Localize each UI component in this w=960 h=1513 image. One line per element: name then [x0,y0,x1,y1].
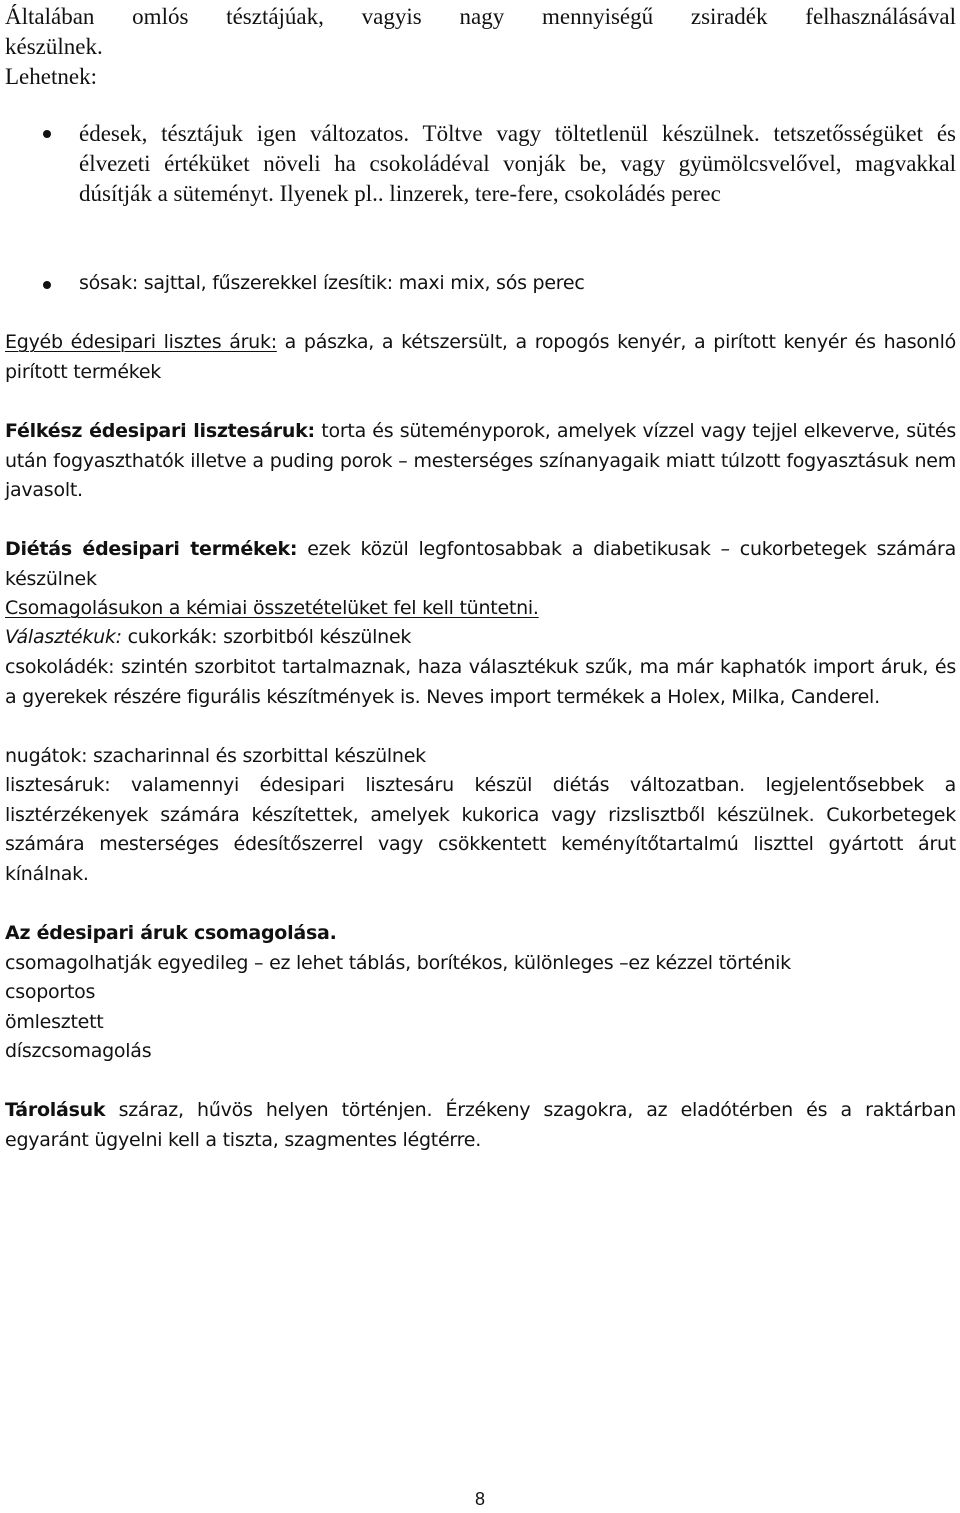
dietas-nougats: nugátok: szacharinnal és szorbittal készülnek [5,745,426,767]
felkesz-text: torta és süteményporok, amelyek vízzel vagy tejjel elkeverve, sütés után fogyaszthatók illetve a puding porok – mesterséges színanyagaik miatt túlzott fogyasztásuk nem javasolt. [5,420,957,501]
packaging-line-2: csoportos [5,981,96,1003]
valasztek-label: Választékuk: [5,626,122,648]
egyeb-label: Egyéb édesipari lisztes áruk: [5,331,277,353]
dietas-label: Diétás édesipari termékek: [5,538,298,560]
packaging-line-4: díszcsomagolás [5,1040,152,1062]
storage-label: Tárolásuk [5,1099,106,1121]
intro-line-3: Lehetnek: [5,64,97,89]
dietas-selection [5,623,956,653]
dietas-chocolates: csokoládék: szintén szorbitot tartalmaznak, haza választékuk szűk, ma már kaphatók import áruk, és a gyerekek részére figurális készítmények is. Neves import termékek a Holex, Milka, Canderel. [5,656,956,708]
felkesz-label: Félkész édesipari lisztesáruk: [5,420,315,442]
bullet-icon [40,127,54,141]
bullet-item-salty: sósak: sajttal, fűszerekkel ízesítik: maxi mix, sós perec [79,272,585,294]
egyeb-text: a pászka, a kétszersült, a ropogós kenyér, a pirított kenyér és hasonló pirított termékek [5,331,956,383]
packaging-line-3: ömlesztett [5,1011,104,1033]
egyeb-paragraph [5,328,956,387]
intro-line-1: Általában omlós tésztájúak, vagyis nagy mennyiségű zsiradék felhasználásával [5,4,956,29]
dietas-flour-products: lisztesáruk: valamennyi édesipari lisztesáru készül diétás változatban. legjelentősebbek a lisztérzékenyek számára készítettek, amelyek kukorica vagy rizslisztből készülnek. Cukorbetegek számára mesterséges édesítőszerrel vagy csökkentett keményítőtartalmú liszttel gyártott árut kínálnak. [5,774,956,885]
felkesz-paragraph [5,417,956,506]
packaging-heading: Az édesipari áruk csomagolása. [5,922,337,944]
dietas-paragraph [5,535,956,594]
bullet-item-sweet: édesek, tésztájuk igen változatos. Töltve vagy töltetlenül készülnek. tetszetősségüket és élvezeti értéküket növeli ha csokoládéval vonják be, vagy gyümölcsvelővel, magvakkal dúsítják a süteményt. Ilyenek pl.. linzerek, tere-fere, csokoládés perec [79,121,956,206]
bullet-icon [40,278,54,292]
dietas-text: ezek közül legfontosabbak a diabetikusak – cukorbetegek számára készülnek [5,538,956,590]
packaging-line-1: csomagolhatják egyedileg – ez lehet táblás, borítékos, különleges –ez kézzel történik [5,952,791,974]
dietas-packaging-note: Csomagolásukon a kémiai összetételüket fel kell tüntetni. [5,597,539,619]
storage-paragraph [5,1096,956,1155]
storage-text: száraz, hűvös helyen történjen. Érzékeny szagokra, az eladótérben és a raktárban egyaránt ügyelni kell a tiszta, szagmentes légtérre. [5,1099,956,1151]
intro-line-2: készülnek. [5,34,103,59]
page-number: 8 [474,1489,485,1509]
valasztek-text: cukorkák: szorbitból készülnek [121,626,412,648]
